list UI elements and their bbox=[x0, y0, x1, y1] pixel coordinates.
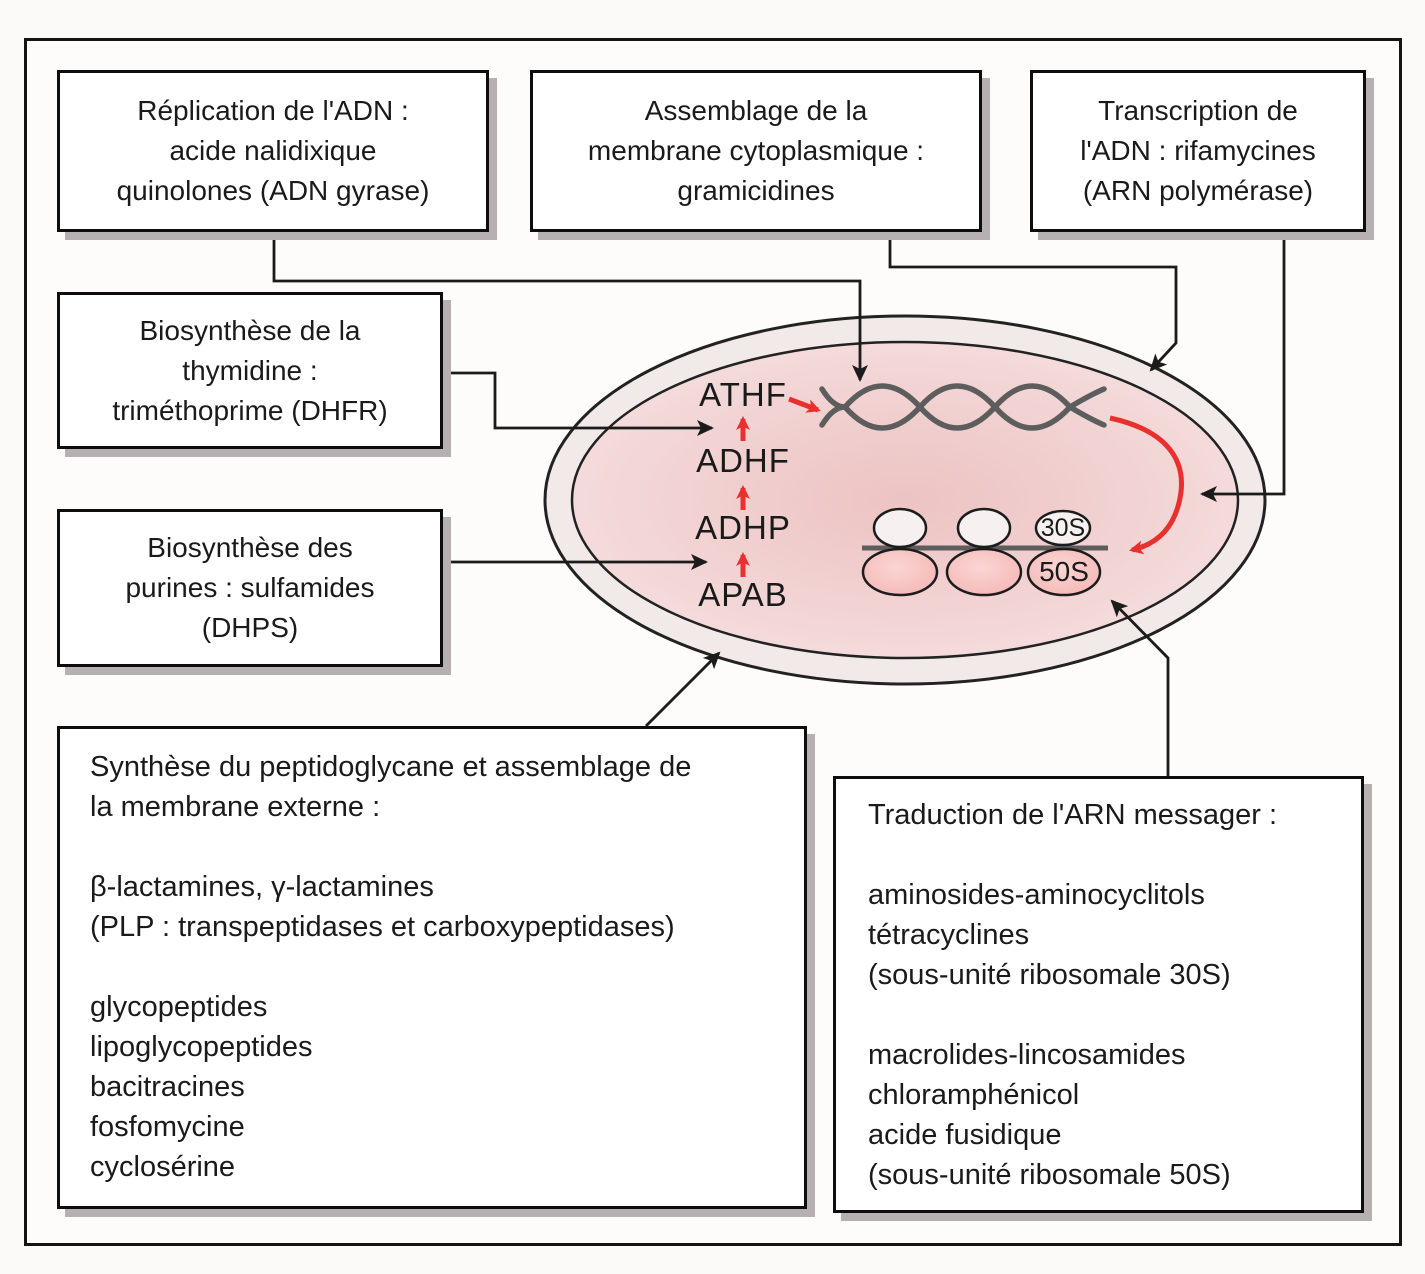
box-line-blank bbox=[868, 835, 1351, 875]
box-line: (ARN polymérase) bbox=[1082, 175, 1314, 206]
box-mrna-translation bbox=[833, 776, 1364, 1213]
box-line: macrolides-lincosamides bbox=[868, 1039, 1186, 1071]
box-line: bacitracines bbox=[90, 1071, 245, 1103]
cytoplasmic-membrane bbox=[572, 342, 1238, 658]
box-line: quinolones (ADN gyrase) bbox=[116, 175, 430, 206]
box-line: acide fusidique bbox=[868, 1119, 1062, 1151]
metabolite-adhf: ADHF bbox=[696, 442, 790, 479]
box-line: Traduction de l'ARN messager : bbox=[868, 799, 1278, 831]
label-50s: 50S bbox=[1039, 556, 1089, 587]
box-line: β-lactamines, γ-lactamines bbox=[90, 871, 434, 903]
box-line-blank bbox=[90, 827, 794, 867]
box-line: Réplication de l'ADN : bbox=[137, 95, 409, 126]
box-line: chloramphénicol bbox=[868, 1079, 1080, 1111]
box-line: l'ADN : rifamycines bbox=[1080, 135, 1316, 166]
ribosome-small-subunit bbox=[874, 509, 926, 547]
box-line: Synthèse du peptidoglycane et assemblage de bbox=[90, 751, 692, 783]
box-line: (DHPS) bbox=[201, 612, 299, 643]
box-line: fosfomycine bbox=[90, 1111, 245, 1143]
box-peptidoglycan-synthesis bbox=[57, 726, 807, 1209]
box-line: Transcription de bbox=[1098, 95, 1298, 126]
ribosome-small-subunit bbox=[958, 509, 1010, 547]
metabolite-adhp: ADHP bbox=[695, 509, 791, 546]
box-line: Biosynthèse des bbox=[147, 532, 353, 563]
box-line: lipoglycopeptides bbox=[90, 1031, 313, 1063]
box-membrane-assembly bbox=[530, 70, 982, 232]
box-dna-replication bbox=[57, 70, 489, 232]
box-line: purines : sulfamides bbox=[125, 572, 375, 603]
box-line: (PLP : transpeptidases et carboxypeptidases) bbox=[90, 911, 675, 943]
box-line: thymidine : bbox=[182, 354, 318, 386]
box-line: (sous-unité ribosomale 30S) bbox=[868, 959, 1231, 991]
box-line: glycopeptides bbox=[90, 991, 268, 1023]
box-line: Biosynthèse de la bbox=[139, 314, 361, 346]
label-30s: 30S bbox=[1040, 514, 1086, 542]
box-line: acide nalidixique bbox=[169, 135, 377, 166]
metabolite-athf: ATHF bbox=[699, 376, 787, 413]
ribosome-large-subunit bbox=[947, 549, 1021, 595]
metabolite-apab: APAB bbox=[698, 576, 788, 613]
connector-peptidoglycan-to-outer-membrane bbox=[646, 653, 719, 726]
box-line: membrane cytoplasmique : bbox=[587, 135, 925, 166]
box-line: gramicidines bbox=[677, 175, 835, 206]
box-line: la membrane externe : bbox=[90, 791, 381, 823]
box-thymidine-biosynthesis bbox=[57, 292, 443, 449]
box-line: (sous-unité ribosomale 50S) bbox=[868, 1159, 1231, 1191]
box-line: triméthoprime (DHFR) bbox=[112, 394, 388, 426]
box-purine-biosynthesis bbox=[57, 509, 443, 667]
box-line: tétracyclines bbox=[868, 919, 1030, 951]
box-line-blank bbox=[90, 947, 794, 987]
box-line: aminosides-aminocyclitols bbox=[868, 879, 1205, 911]
ribosome-large-subunit bbox=[863, 549, 937, 595]
box-line-blank bbox=[868, 995, 1351, 1035]
box-dna-transcription bbox=[1030, 70, 1366, 232]
box-line: Assemblage de la bbox=[644, 95, 868, 126]
box-line: cyclosérine bbox=[90, 1151, 236, 1183]
